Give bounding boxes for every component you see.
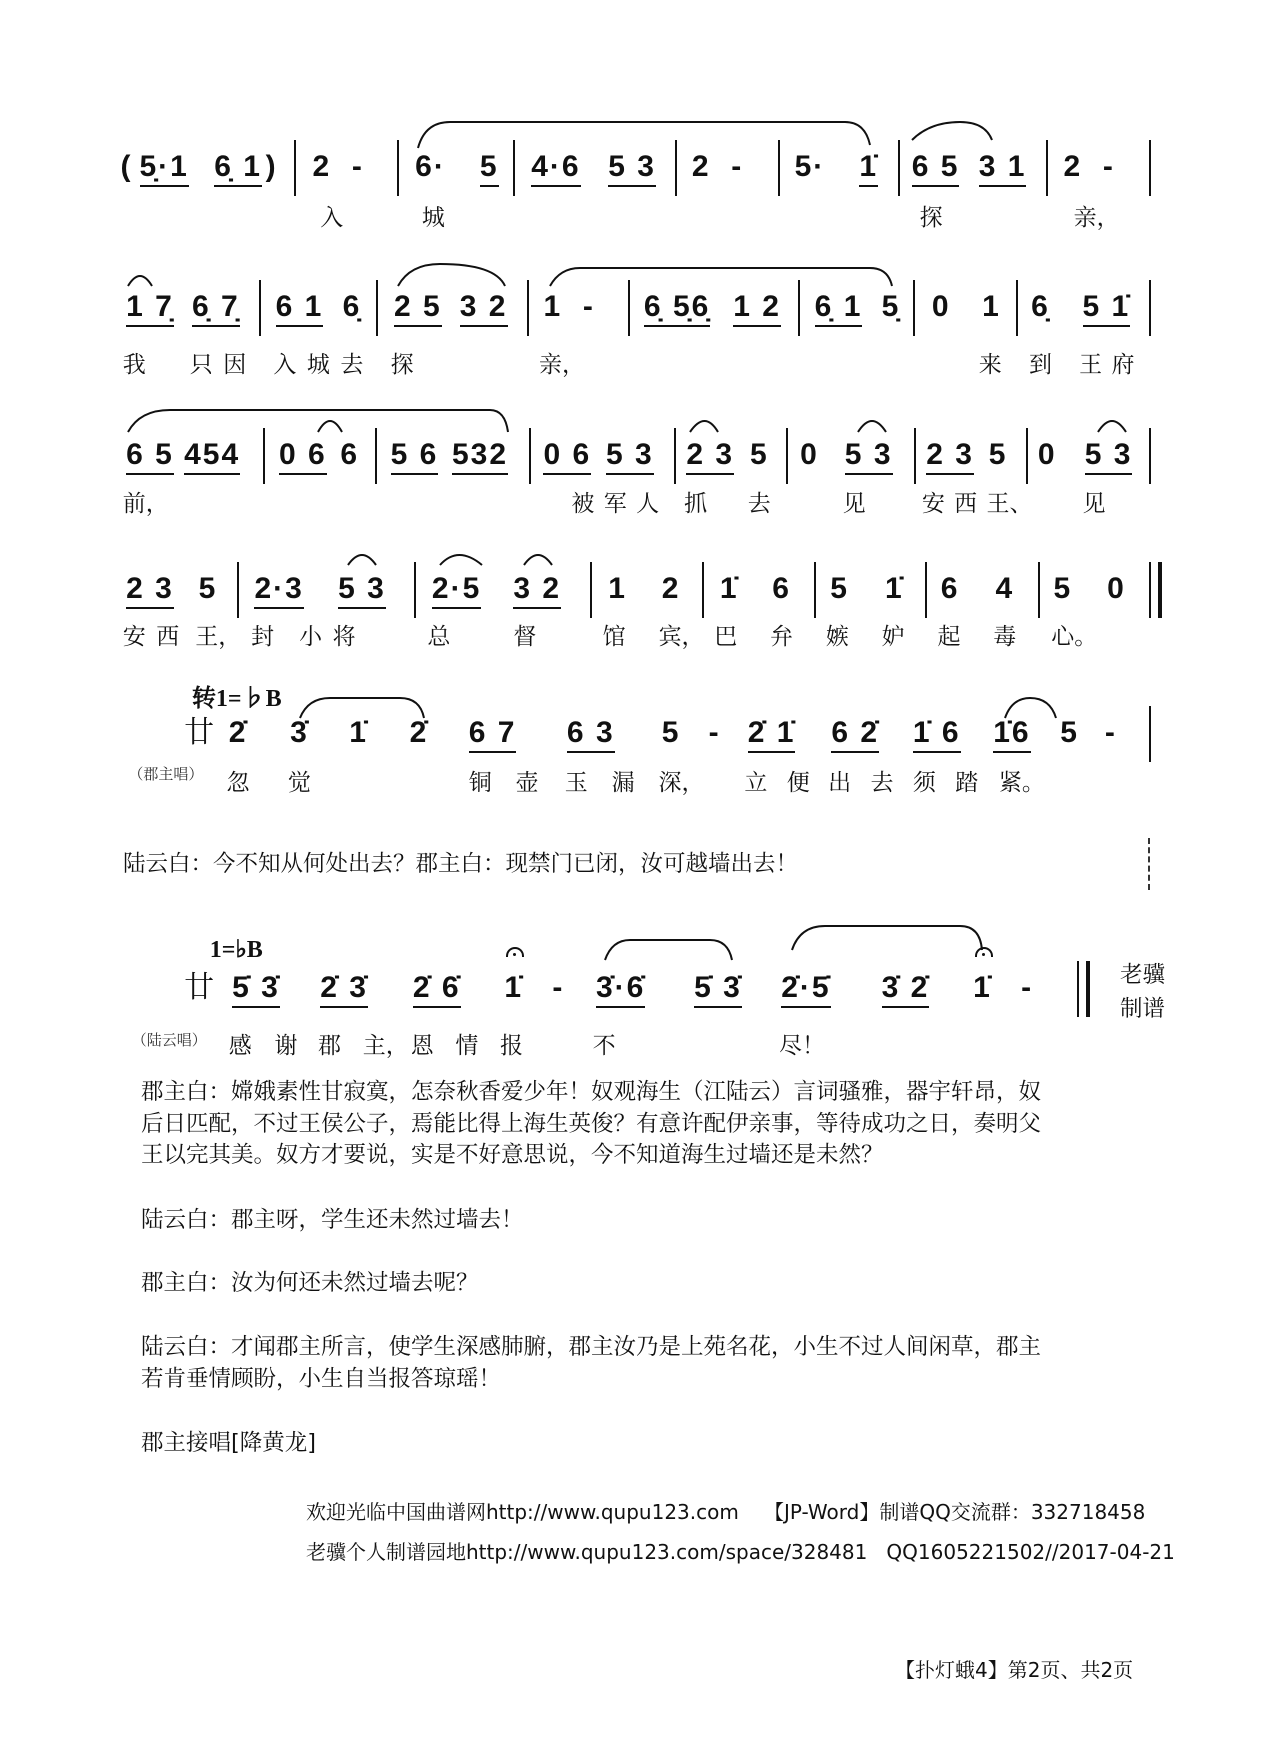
lyric: 心。	[1051, 624, 1098, 651]
lyric: 军	[603, 491, 627, 518]
note-group: 6̣ 7̣	[192, 290, 240, 327]
lyric: 嫉	[825, 624, 849, 651]
dialogue-line: 后日匹配，不过王侯公子，焉能比得上海生英俊？有意许配伊亲事，等待成功之日，奏明父	[141, 1111, 1042, 1137]
note: -	[552, 970, 565, 1004]
lyric: 须	[912, 770, 936, 797]
lyric: 入	[320, 204, 344, 231]
key-signature: 转1=♭B	[191, 685, 282, 712]
note-group: 6 7	[469, 716, 517, 753]
note: 5	[988, 438, 1008, 472]
lyric: 起	[937, 624, 961, 651]
note-group: 6̣ 1	[815, 290, 863, 327]
note: 1̇	[349, 716, 368, 750]
note: 3̇	[290, 716, 309, 750]
note-group: 2 5	[394, 290, 442, 327]
note: 6	[340, 438, 360, 472]
lyric: 被	[571, 491, 595, 518]
note-group: 2̇ 6̇	[413, 971, 461, 1008]
note-group: 6 1	[276, 290, 324, 327]
singer-label: （陆云唱）	[131, 1030, 207, 1049]
note: 5	[1060, 716, 1079, 750]
note: 0	[800, 438, 819, 472]
note: 5	[1053, 572, 1073, 606]
lyric: 漏	[611, 770, 635, 797]
note-group: 2·3	[254, 572, 303, 609]
lyric: 妒	[881, 624, 905, 651]
lyric: 去	[870, 770, 894, 797]
slur	[524, 555, 552, 565]
lyric: 馆	[602, 624, 626, 651]
slur	[1005, 698, 1056, 718]
note-group: 5̇ 3̇	[694, 971, 742, 1008]
note-group: 1̇ 6	[913, 716, 961, 753]
note-group: 454	[184, 438, 240, 475]
note-group: 0 6	[279, 438, 327, 475]
lyric: 见	[1082, 491, 1106, 518]
footer-qq-group: 【JP-Word】制谱QQ交流群：332718458	[764, 1500, 1146, 1524]
note: 5	[830, 572, 849, 606]
note: 6	[940, 572, 960, 606]
note: 1̇	[719, 572, 739, 606]
credit-line: 制谱	[1120, 996, 1166, 1022]
credit-line: 老骥	[1120, 962, 1166, 988]
note-group: 6 2̇	[831, 716, 879, 753]
lyric: 毒	[993, 624, 1017, 651]
lyric: 安	[921, 491, 945, 518]
lyric: 郡	[318, 1032, 342, 1059]
note: 1̇	[884, 572, 904, 606]
note: 4	[995, 572, 1015, 606]
note: 5	[661, 716, 681, 750]
note-group: 5 6	[391, 438, 439, 475]
note-group: 2̇ 1̇	[748, 716, 796, 753]
note-group: 6 5	[912, 150, 960, 187]
lyric: 玉	[564, 770, 588, 797]
lyric: 前，	[122, 491, 169, 518]
note-group: 5 3	[606, 438, 654, 475]
note: -	[1021, 970, 1034, 1004]
lyric: 探	[919, 204, 943, 231]
lyric: 弁	[770, 624, 794, 651]
lyric: 忽	[226, 770, 250, 797]
lyric: 只	[189, 351, 213, 378]
note-group: 5 3	[1085, 438, 1133, 475]
lyric: 来	[978, 351, 1002, 378]
note: 2̇	[228, 716, 248, 750]
note-group: 532	[452, 438, 508, 475]
note: 0	[1107, 572, 1126, 606]
note: 2 -	[691, 150, 744, 184]
note: 1	[982, 289, 1001, 323]
lyric: 铜	[468, 770, 492, 797]
lyric: 亲，	[1073, 204, 1120, 231]
lyric: 西	[156, 624, 180, 651]
lyric: 情	[455, 1032, 479, 1059]
note-group: 3 2	[513, 572, 561, 609]
note-group: 5̣·1	[140, 150, 189, 187]
footer-site-link[interactable]: 欢迎光临中国曲谱网http://www.qupu123.com	[306, 1500, 739, 1524]
note: )	[265, 150, 278, 184]
lyric: 总	[427, 624, 451, 651]
lyric: 报	[499, 1032, 523, 1059]
lyric: 深，	[658, 770, 705, 797]
lyric: 便	[786, 770, 810, 797]
note: 0	[931, 289, 951, 323]
note-group: 2̇ 3̇	[320, 971, 368, 1008]
key-signature: 1=♭B	[209, 936, 263, 963]
lyric: 将	[332, 624, 356, 651]
note: 1	[608, 572, 627, 606]
lyric: 去	[340, 351, 364, 378]
inline-dialogue: 陆云白：今不知从何处出去？郡主白：现禁门已闭，汝可越墙出去！	[123, 851, 799, 877]
note-group: 1 2	[733, 290, 781, 327]
slur	[690, 421, 718, 432]
lyric: 恩	[410, 1032, 434, 1059]
note: -	[1104, 716, 1117, 750]
note-group: 5̇ 3̇	[232, 971, 280, 1008]
note-group: 1̇6	[993, 716, 1030, 753]
note-group: 1 7̣	[126, 290, 174, 327]
note-group: 3̇·6̇	[596, 971, 645, 1008]
slur	[792, 926, 982, 950]
note: 1 -	[543, 289, 595, 323]
note-group: 6 3	[567, 716, 615, 753]
note: 2 -	[1063, 150, 1115, 184]
slur	[1098, 421, 1126, 432]
note-group: 2·5	[432, 572, 481, 609]
note: 2	[661, 572, 681, 606]
lyric: 城	[421, 204, 445, 231]
dialogue-line: 王以完其美。奴方才要说，实是不好意思说，今不知道海生过墙还是未然？	[141, 1142, 884, 1168]
free-meter-sign: 廿	[184, 970, 217, 1004]
slur	[440, 555, 482, 565]
note-group: 2 3	[926, 438, 974, 475]
lyric: 主，	[362, 1032, 409, 1059]
note: 5	[749, 438, 769, 472]
lyric: 安	[122, 624, 146, 651]
note: 6̣	[1031, 289, 1050, 323]
lyric: 督	[513, 624, 537, 651]
lyric: 巴	[714, 624, 738, 651]
lyric: 谢	[274, 1032, 298, 1059]
slur	[128, 276, 152, 286]
slur	[318, 421, 342, 432]
dialogue-line: 陆云白：才闻郡主所言，使学生深感肺腑，郡主汝乃是上苑名花，小生不过人间闲草，郡主	[141, 1334, 1042, 1360]
lyric: 因	[223, 351, 247, 378]
note-group: 2 3	[126, 572, 174, 609]
note-group: 5	[480, 150, 499, 187]
note-group: 2̇·5̇	[781, 971, 830, 1008]
note-group: 3̇ 2̇	[882, 971, 930, 1008]
note: 2 -	[312, 150, 364, 184]
note-group: 5 3	[338, 572, 386, 609]
lyric: 去	[747, 491, 771, 518]
lyric: 人	[636, 491, 660, 518]
lyric: 封	[251, 624, 275, 651]
note: 6·	[415, 150, 446, 184]
dialogue-line: 郡主白：嫦娥素性甘寂寞，怎奈秋香爱少年！奴观海生（江陆云）言词骚雅，器宇轩昂，奴	[141, 1079, 1042, 1105]
dialogue-line: 郡主接唱[降黄龙]	[141, 1430, 317, 1456]
note-group: 3 1	[979, 150, 1027, 187]
slur	[858, 421, 886, 432]
note: 6	[772, 572, 791, 606]
lyric: 城	[306, 351, 330, 378]
lyric: 亲，	[539, 351, 586, 378]
note-group: 0 6	[543, 438, 591, 475]
note-group: 6̣ 1	[214, 150, 262, 187]
note-group: 5 3	[845, 438, 893, 475]
dialogue-line: 郡主白：汝为何还未然过墙去呢？	[141, 1270, 479, 1296]
note-group: 5 3	[608, 150, 656, 187]
note-group: 6̣ 5̣6̣	[644, 290, 710, 327]
note-group: 4·6	[531, 150, 580, 187]
lyric: 宾，	[658, 624, 705, 651]
dialogue-line: 若肯垂情顾盼，小生自当报答琼瑶！	[141, 1366, 502, 1392]
lyric: 出	[828, 770, 852, 797]
slur	[128, 410, 508, 432]
lyric: 探	[390, 351, 414, 378]
slur	[398, 264, 505, 286]
singer-label: （郡主唱）	[128, 765, 204, 784]
note: 6̣	[342, 289, 362, 323]
slur	[348, 555, 376, 565]
lyric: 入	[273, 351, 297, 378]
note: 2̇	[409, 716, 429, 750]
note-group: 5 1̇	[1083, 290, 1131, 327]
note-group: 6 5	[126, 438, 174, 475]
lyric: 西	[954, 491, 978, 518]
slur	[550, 268, 892, 286]
note-group: 3 2	[460, 290, 508, 327]
lyric: 王	[1079, 351, 1103, 378]
lyric: 踏	[955, 770, 979, 797]
lyric: 壶	[515, 770, 539, 797]
note-group: 2 3	[686, 438, 734, 475]
slur	[605, 940, 732, 960]
note: 0	[1037, 438, 1057, 472]
lyric: 紧。	[998, 770, 1045, 797]
note-group: 1̇	[859, 150, 878, 187]
lyric: 王，	[195, 624, 242, 651]
page-number: 【扑灯蛾4】第2页、共2页	[895, 1658, 1134, 1682]
note: 1̇	[973, 970, 992, 1004]
slur	[418, 122, 870, 148]
lyric: 到	[1028, 351, 1052, 378]
note: 5̣	[881, 289, 901, 323]
lyric: 抓	[684, 491, 708, 518]
free-meter-sign: 廿	[184, 716, 217, 750]
lyric: 小	[299, 624, 323, 651]
note: 5	[198, 572, 218, 606]
lyric: 见	[842, 491, 866, 518]
note: 1̇	[504, 970, 524, 1004]
dialogue-line: 陆云白：郡主呀，学生还未然过墙去！	[141, 1207, 524, 1233]
lyric: 感	[228, 1032, 252, 1059]
lyric: 王、	[986, 491, 1033, 518]
note: (	[120, 150, 133, 184]
slur	[300, 698, 424, 718]
lyric: 府	[1111, 351, 1135, 378]
note: 5·	[794, 150, 826, 184]
lyric: 觉	[287, 770, 311, 797]
lyric: 不	[592, 1032, 616, 1059]
footer-personal-space[interactable]: 老骥个人制谱园地http://www.qupu123.com/space/328481 QQ1605221502//2017-04-21	[306, 1540, 1175, 1564]
lyric: 尽！	[778, 1032, 825, 1059]
slur	[912, 122, 992, 140]
note: -	[708, 716, 721, 750]
lyric: 我	[122, 351, 146, 378]
lyric: 立	[744, 770, 768, 797]
